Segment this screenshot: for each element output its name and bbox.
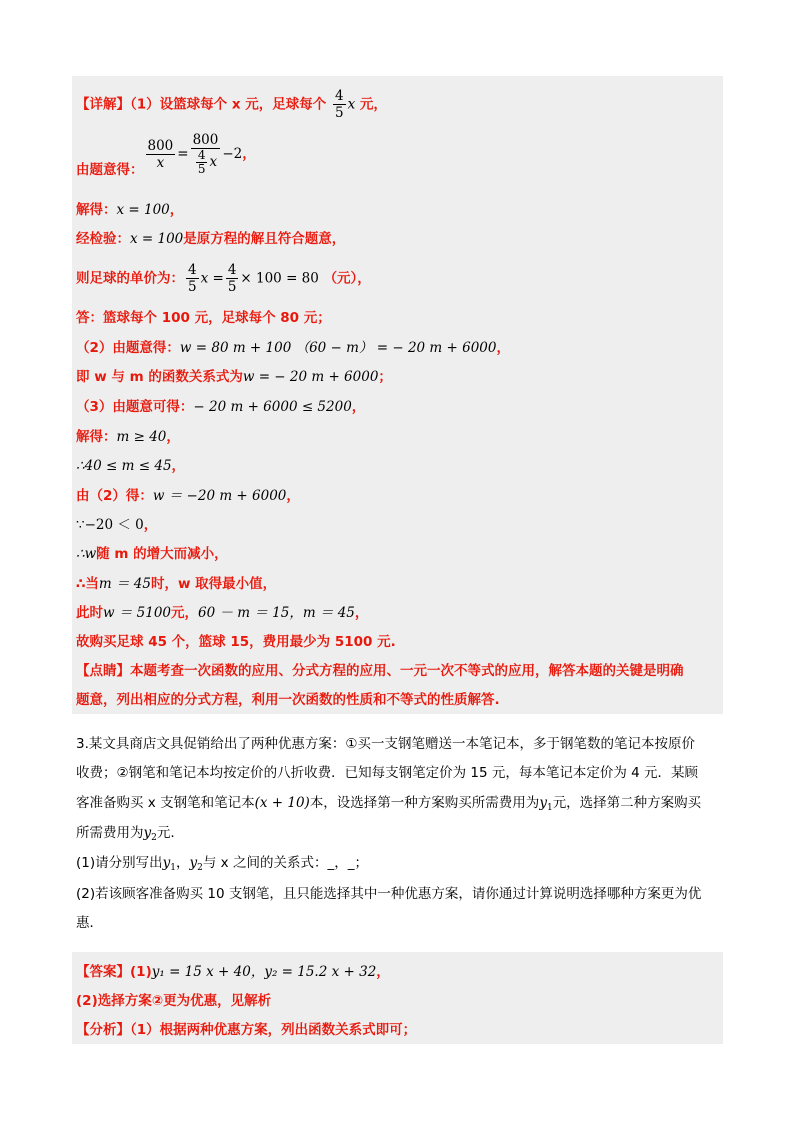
detail-line-4: 经检验：x = 100是原方程的解且符合题意， [76, 231, 346, 247]
question-para-2: 收费；②钢笔和笔记本均按定价的八折收费．已知每支钢笔定价为 15 元，每本笔记本定价为 4 元．某顾 [76, 765, 699, 781]
detail-line-3: 解得：x = 100， [76, 202, 184, 218]
detail-line-5: 则足球的单价为： $\frac{4}{5}$ x = $\frac{4}{5}$ × 100 = 80 （元）， [76, 262, 371, 295]
question-para-3: 客准备购买 x 支钢笔和笔记本(x + 10)本，设选择第一种方案购买所需费用为$y_1$元，选择第二种方案购买 [76, 795, 702, 813]
detail-line-13: ∵−20 ＜ 0， [76, 517, 158, 533]
detail-label: 【详解】 [76, 96, 130, 113]
fraction: $\frac{800}{x}$ [147, 137, 174, 171]
question-part-1: (1)请分别写出$y_1$，$y_2$与 x 之间的关系式：_，_； [76, 855, 368, 873]
comment-line-2: 题意，列出相应的分式方程，利用一次函数的性质和不等式的性质解答. [76, 692, 500, 708]
detail-line-7: （2）由题意得：w = 80 m + 100 （60 − m） = − 20 m + 6000， [76, 340, 510, 356]
question-part-2-line-1: (2)若该顾客准备购买 10 支钢笔，且只能选择其中一种优惠方案，请你通过计算说明选择哪种方案更为优 [76, 886, 702, 902]
detail-line-14: ∴w随 m 的增大而减小， [76, 546, 228, 562]
detail-line-11: ∴40 ≤ m ≤ 45， [76, 458, 186, 474]
detail-line-15: ∴当m ＝ 45时，w 取得最小值， [76, 576, 277, 592]
detail-line-17: 故购买足球 45 个，篮球 15，费用最少为 5100 元. [76, 634, 396, 650]
comment-label: 【点睛】 [76, 663, 130, 679]
question-para-1: 3.某文具商店文具促销给出了两种优惠方案：①买一支钢笔赠送一本笔记本，多于钢笔数的笔记本按原价 [76, 736, 695, 752]
analysis-label: 【分析】 [76, 1022, 130, 1038]
fraction: 800 $\frac{4}{5}$ x [192, 132, 219, 176]
detail-line-10: 解得：m ≥ 40， [76, 429, 180, 445]
detail-line-9: （3）由题意可得：− 20 m + 6000 ≤ 5200， [76, 399, 366, 415]
detail-line-12: 由（2）得：w ＝ −20 m + 6000， [76, 488, 300, 504]
analysis-line: 【分析】（1）根据两种优惠方案，列出函数关系式即可； [76, 1022, 417, 1038]
comment-line-1: 【点睛】本题考查一次函数的应用、分式方程的应用、一元一次不等式的应用，解答本题的关键是明确 [76, 663, 684, 679]
answer-line-1: 【答案】(1)y₁ = 15 x + 40，y₂ = 15.2 x + 32， [76, 964, 390, 980]
detail-line-8: 即 w 与 m 的函数关系式为w = − 20 m + 6000； [76, 369, 392, 385]
fraction: $\frac{4}{5}$ [334, 88, 344, 121]
question-part-2-line-2: 惠． [76, 915, 103, 931]
detail-line-1: 【详解】（1）设篮球每个 x 元，足球每个 $\frac{4}{5}$ x 元， [76, 88, 387, 121]
fraction: $\frac{4}{5}$ [197, 148, 206, 176]
answer-label: 【答案】 [76, 964, 130, 980]
detail-line-2: 由题意得： $\frac{800}{x}$ = 800 $\frac{4}{5}$ x −2， [76, 132, 256, 178]
question-para-4: 所需费用为$y_2$元. [76, 825, 175, 843]
answer-line-2: (2)选择方案②更为优惠，见解析 [76, 993, 272, 1009]
detail-line-6: 答：篮球每个 100 元，足球每个 80 元； [76, 310, 331, 326]
fraction: $\frac{4}{5}$ [188, 262, 197, 295]
fraction: $\frac{4}{5}$ [227, 262, 237, 295]
detail-line-16: 此时w ＝ 5100元，60 － m ＝ 15，m ＝ 45， [76, 605, 369, 621]
